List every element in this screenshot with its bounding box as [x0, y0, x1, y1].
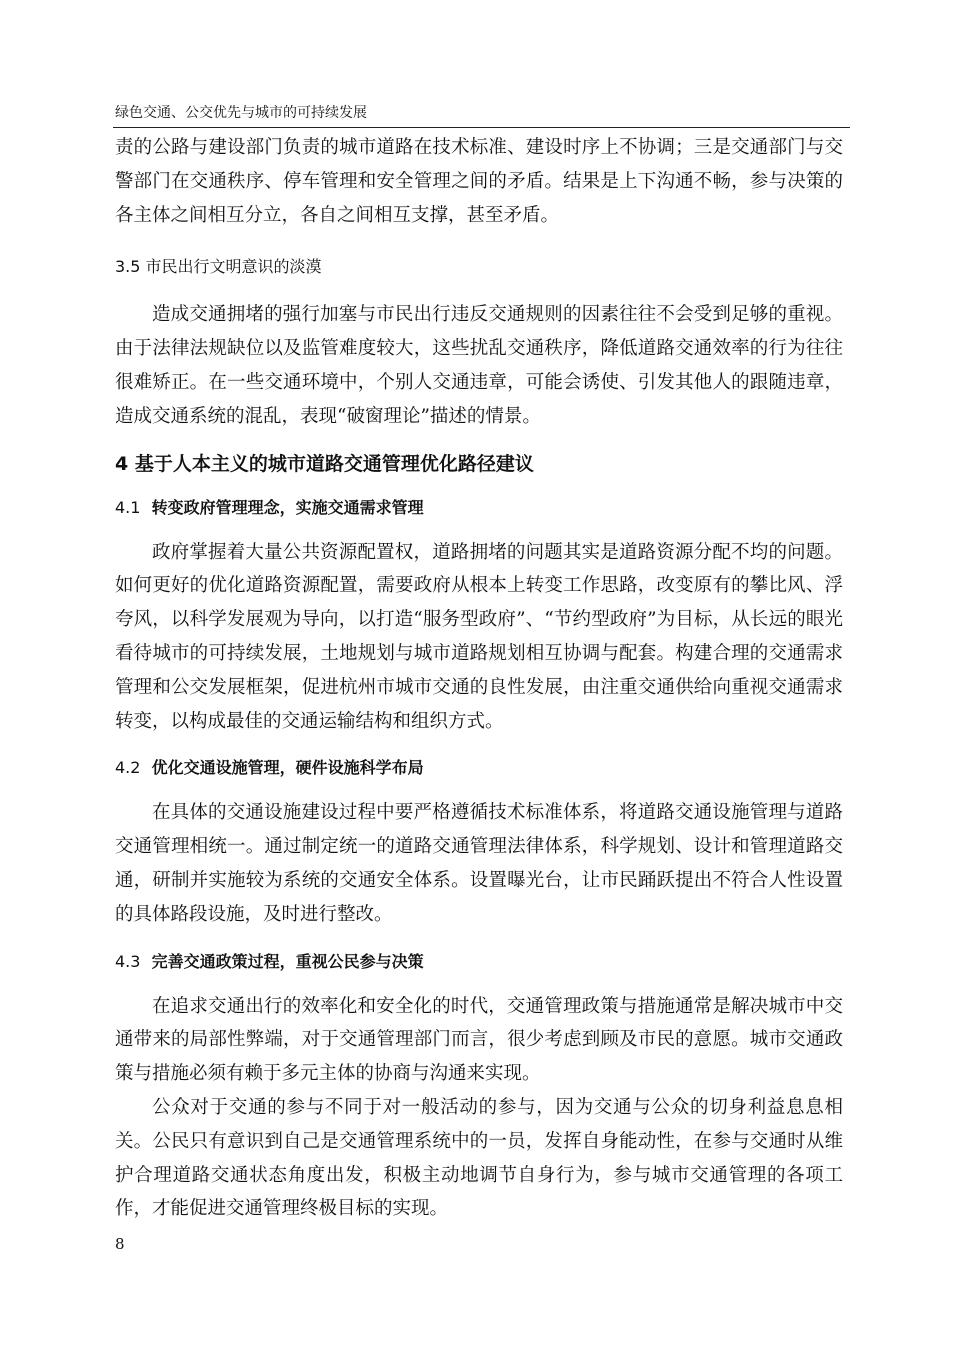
paragraph-4-3-b: 公众对于交通的参与不同于对一般活动的参与，因为交通与公众的切身利益息息相关。公民只有意识到自己是交通管理系统中的一员，发挥自身能动性，在参与交通时从维护合理道路交通状态角度出发，积极主动地调节自身行为，参与城市交通管理的各项工作，才能促进交通管理终极目标的实现。 — [115, 1096, 843, 1220]
section-4-3-heading — [115, 950, 843, 974]
section-4-2-title: 优化交通设施管理，硬件设施科学布局 — [151, 758, 424, 778]
page-body — [115, 131, 843, 1226]
section-4-2-heading — [115, 756, 843, 780]
paragraph-continued: 责的公路与建设部门负责的城市道路在技术标准、建设时序上不协调；三是交通部门与交警部门在交通秩序、停车管理和安全管理之间的矛盾。结果是上下沟通不畅，参与决策的各主体之间相互分立，各自之间相互支撑，甚至矛盾。 — [115, 137, 843, 226]
section-4-3-title: 完善交通政策过程，重视公民参与决策 — [151, 951, 424, 971]
section-4-2-number: 4.2 — [115, 758, 141, 778]
section-4-1-title: 转变政府管理理念，实施交通需求管理 — [151, 497, 424, 517]
section-4-1-heading — [115, 496, 843, 520]
section-3-5-heading: 3.5 市民出行文明意识的淡漠 — [115, 257, 322, 277]
section-4-3-number: 4.3 — [115, 951, 141, 971]
section-4-heading: 4 基于人本主义的城市道路交通管理优化路径建议 — [115, 452, 534, 475]
paragraph-4-3-a: 在追求交通出行的效率化和安全化的时代，交通管理政策与措施通常是解决城市中交通带来的局部性弊端，对于交通管理部门而言，很少考虑到顾及市民的意愿。城市交通政策与措施必须有赖于多元主体的协商与沟通来实现。 — [115, 995, 843, 1085]
paragraph-3-5: 造成交通拥堵的强行加塞与市民出行违反交通规则的因素往往不会受到足够的重视。由于法律法规缺位以及监管难度较大，这些扰乱交通秩序，降低道路交通效率的行为往往很难矫正。在一些交通环境中，个别人交通违章，可能会诱使、引发其他人的跟随违章，造成交通系统的混乱，表现“破窗理论”描述的情景。 — [115, 304, 843, 427]
header-rule — [113, 127, 850, 128]
running-header: 绿色交通、公交优先与城市的可持续发展 — [115, 105, 367, 121]
section-4-1-number: 4.1 — [115, 497, 141, 517]
paragraph-4-1: 政府掌握着大量公共资源配置权，道路拥堵的问题其实是道路资源分配不均的问题。如何更好的优化道路资源配置，需要政府从根本上转变工作思路，改变原有的攀比风、浮夸风，以科学发展观为导向，以打造“服务型政府”、“节约型政府”为目标，从长远的眼光看待城市的可持续发展，土地规划与城市道路规划相互协调与配套。构建合理的交通需求管理和公交发展框架，促进杭州市城市交通的良性发展，由注重交通供给向重视交通需求转变，以构成最佳的交通运输结构和组织方式。 — [115, 541, 843, 732]
page-number: 8 — [115, 1235, 125, 1253]
paragraph-4-2: 在具体的交通设施建设过程中要严格遵循技术标准体系，将道路交通设施管理与道路交通管理相统一。通过制定统一的道路交通管理法律体系，科学规划、设计和管理道路交通，研制并实施较为系统的交通安全体系。设置曝光台，让市民踊跃提出不符合人性设置的具体路段设施，及时进行整改。 — [115, 802, 843, 925]
